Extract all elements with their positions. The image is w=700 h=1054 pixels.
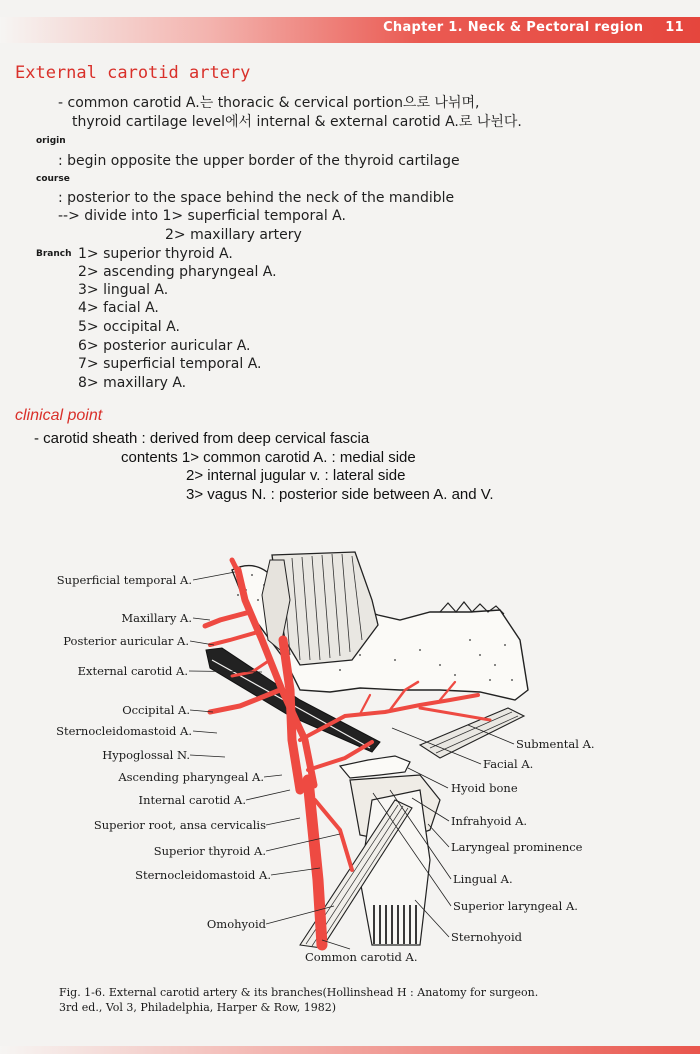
origin-text: : begin opposite the upper border of the thyroid cartilage (58, 153, 460, 169)
chapter-title: Chapter 1. Neck & Pectoral region (383, 20, 644, 35)
submental-artery (420, 708, 490, 720)
intro-line-1: - common carotid A.는 thoracic & cervical portion으로 나뉘며, (58, 95, 480, 111)
label-superior-thyroid: Superior thyroid A. (153, 844, 266, 858)
course-line-2: --> divide into 1> superficial temporal A. (58, 208, 346, 224)
clinical-line-2: contents 1> common carotid A. : medial side (121, 449, 416, 466)
clinical-point-title: clinical point (15, 407, 103, 424)
branch-item: 5> occipital A. (78, 319, 180, 335)
clinical-line-1: - carotid sheath : derived from deep cervical fascia (34, 430, 370, 447)
label-internal-carotid: Internal carotid A. (138, 793, 246, 807)
label-submental: Submental A. (516, 737, 595, 751)
branch-item: 7> superficial temporal A. (78, 356, 262, 372)
branch-item: 2> ascending pharyngeal A. (78, 264, 277, 280)
label-sternocleidomastoid-lower: Sternocleidomastoid A. (135, 868, 271, 882)
section-title: External carotid artery (15, 63, 251, 83)
branch-item: 6> posterior auricular A. (78, 338, 251, 354)
figure-caption-line-1: Fig. 1-6. External carotid artery & its branches(Hollinshead H : Anatomy for surgeon. (59, 986, 539, 999)
label-sternohyoid: Sternohyoid (451, 930, 522, 944)
label-superficial-temporal: Superficial temporal A. (56, 573, 192, 587)
branch-item: 8> maxillary A. (78, 375, 187, 391)
label-hyoid-bone: Hyoid bone (451, 781, 518, 795)
clinical-line-4: 3> vagus N. : posterior side between A. and V. (186, 486, 494, 503)
course-line-1: : posterior to the space behind the neck of the mandible (58, 190, 455, 206)
clinical-line-3: 2> internal jugular v. : lateral side (186, 467, 406, 484)
label-lingual: Lingual A. (453, 872, 513, 886)
label-ascending-pharyngeal: Ascending pharyngeal A. (118, 770, 264, 784)
label-hypoglossal: Hypoglossal N. (102, 748, 190, 762)
label-laryngeal-prominence: Laryngeal prominence (451, 840, 583, 854)
label-omohyoid: Omohyoid (206, 917, 266, 931)
label-posterior-auricular: Posterior auricular A. (63, 634, 189, 648)
maxillary-artery (205, 612, 250, 626)
branch-item: 1> superior thyroid A. (78, 246, 233, 262)
figure-caption-line-2: 3rd ed., Vol 3, Philadelphia, Harper & Row, 1982) (59, 1001, 337, 1014)
footer-bar (0, 1046, 700, 1054)
label-external-carotid: External carotid A. (77, 664, 188, 678)
label-maxillary: Maxillary A. (121, 611, 192, 625)
label-sternocleidomastoid-upper: Sternocleidomastoid A. (56, 724, 192, 738)
course-line-3: 2> maxillary artery (165, 227, 302, 243)
label-common-carotid: Common carotid A. (305, 950, 418, 964)
label-occipital: Occipital A. (122, 703, 190, 717)
intro-line-2: thyroid cartilage level에서 internal & external carotid A.로 나뉜다. (72, 114, 522, 130)
branch-item: 3> lingual A. (78, 282, 169, 298)
course-label: course (36, 174, 70, 184)
page-number: 11 (665, 20, 684, 35)
label-infrahyoid: Infrahyoid A. (451, 814, 528, 828)
branch-label: Branch (36, 249, 72, 259)
label-superior-laryngeal: Superior laryngeal A. (453, 899, 578, 913)
hyoid-bone (340, 756, 410, 778)
origin-label: origin (36, 136, 66, 146)
branch-item: 4> facial A. (78, 300, 159, 316)
label-facial: Facial A. (483, 757, 534, 771)
posterior-auricular-artery (210, 632, 258, 645)
label-superior-root-ansa: Superior root, ansa cervicalis (93, 818, 266, 832)
